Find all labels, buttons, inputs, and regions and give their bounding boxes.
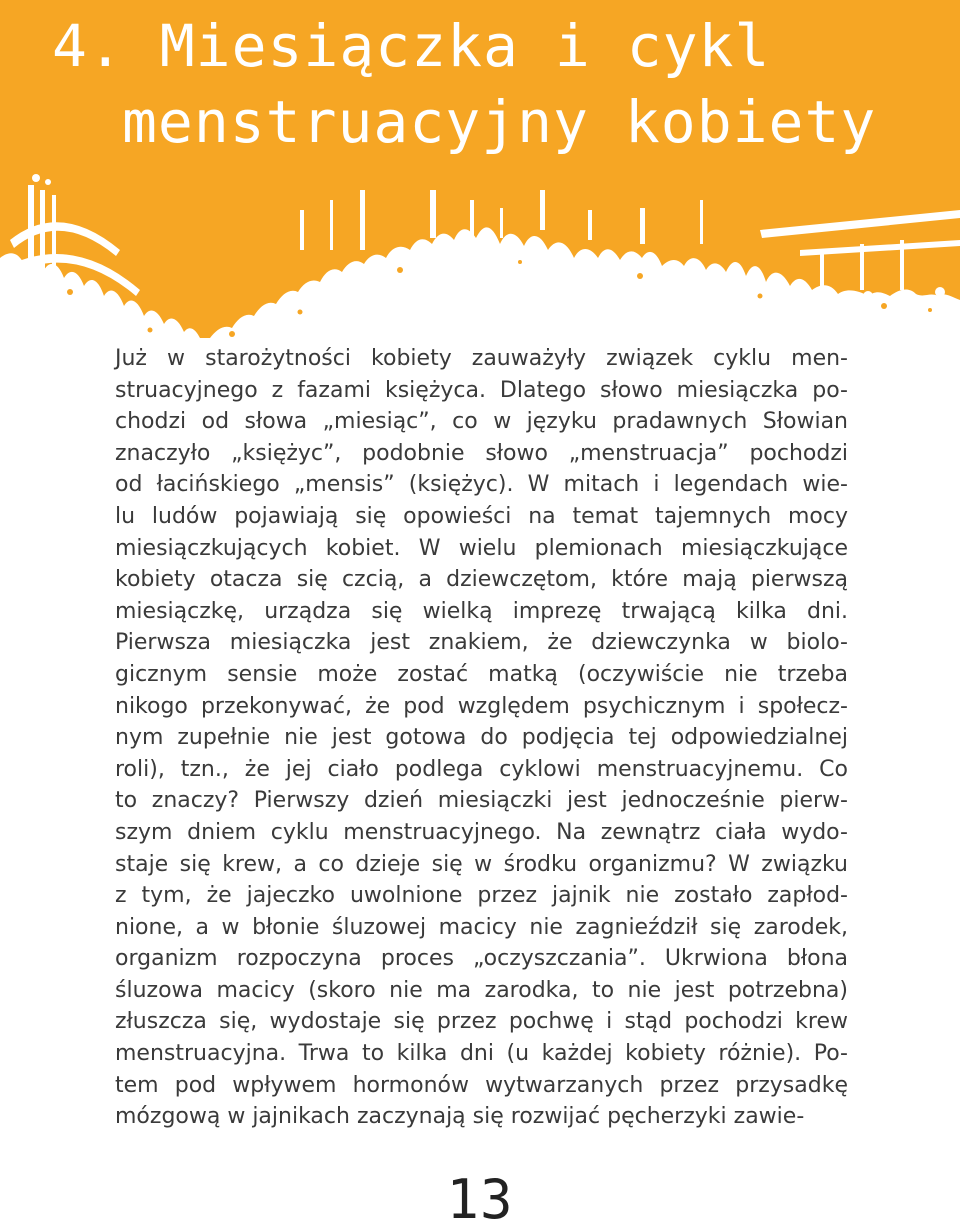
body-line: z tym, że jajeczko uwolnione przez jajnik nie zostało zapłod- [115, 883, 848, 909]
body-line: staje się krew, a co dzieje się w środku organizmu? W związku [115, 851, 848, 877]
body-line: chodzi od słowa „miesiąc”, co w języku pradawnych Słowian [115, 409, 848, 435]
body-line: Pierwsza miesiączka jest znakiem, że dziewczynka w biolo- [115, 630, 848, 656]
body-line: menstruacyjna. Trwa to kilka dni (u każdej kobiety różnie). Po- [115, 1041, 848, 1067]
body-paragraph [115, 343, 848, 1133]
page-title [52, 8, 932, 160]
body-line: to znaczy? Pierwszy dzień miesiączki jest jednocześnie pierw- [115, 788, 848, 814]
body-line: gicznym sensie może zostać matką (oczywiście nie trzeba [115, 661, 848, 687]
body-line: miesiączkujących kobiet. W wielu plemionach miesiączkujące [115, 535, 848, 561]
body-line: śluzowa macicy (skoro nie ma zarodka, to nie jest potrzebna) [115, 977, 848, 1003]
body-line: złuszcza się, wydostaje się przez pochwę i stąd pochodzi krew [115, 1009, 848, 1035]
body-line: Już w starożytności kobiety zauważyły związek cyklu men- [115, 346, 848, 371]
body-line: mózgową w jajnikach zaczynają się rozwijać pęcherzyki zawie- [115, 1104, 805, 1130]
body-line: nym zupełnie nie jest gotowa do podjęcia tej odpowiedzialnej [115, 725, 848, 751]
page-title-line-1: 4. Miesiączka i cykl [52, 12, 771, 80]
body-line: znaczyło „księżyc”, podobnie słowo „menstruacja” pochodzi [115, 440, 848, 466]
header-banner [0, 0, 960, 340]
body-line: roli), tzn., że jej ciało podlega cyklowi menstruacyjnemu. Co [115, 756, 848, 782]
page-number: 13 [446, 1168, 514, 1231]
body-line: kobiety otacza się czcią, a dziewczętom, które mają pierwszą [115, 567, 848, 593]
body-line: lu ludów pojawiają się opowieści na temat tajemnych mocy [115, 503, 848, 529]
body-line: nione, a w błonie śluzowej macicy nie zagnieździł się zarodek, [115, 914, 848, 940]
body-line: nikogo przekonywać, że pod względem psychicznym i społecz- [115, 693, 848, 719]
body-line: struacyjnego z fazami księżyca. Dlatego słowo miesiączka po- [115, 377, 848, 403]
body-line: szym dniem cyklu menstruacyjnego. Na zewnątrz ciała wydo- [115, 819, 848, 845]
body-line: tem pod wpływem hormonów wytwarzanych przez przysadkę [115, 1072, 848, 1098]
body-line: miesiączkę, urządza się wielką imprezę trwającą kilka dni. [115, 598, 848, 624]
body-line: organizm rozpoczyna proces „oczyszczania”. Ukrwiona błona [115, 946, 848, 972]
body-line: od łacińskiego „mensis” (księżyc). W mitach i legendach wie- [115, 472, 848, 498]
page-title-line-2: menstruacyjny kobiety [122, 88, 877, 156]
